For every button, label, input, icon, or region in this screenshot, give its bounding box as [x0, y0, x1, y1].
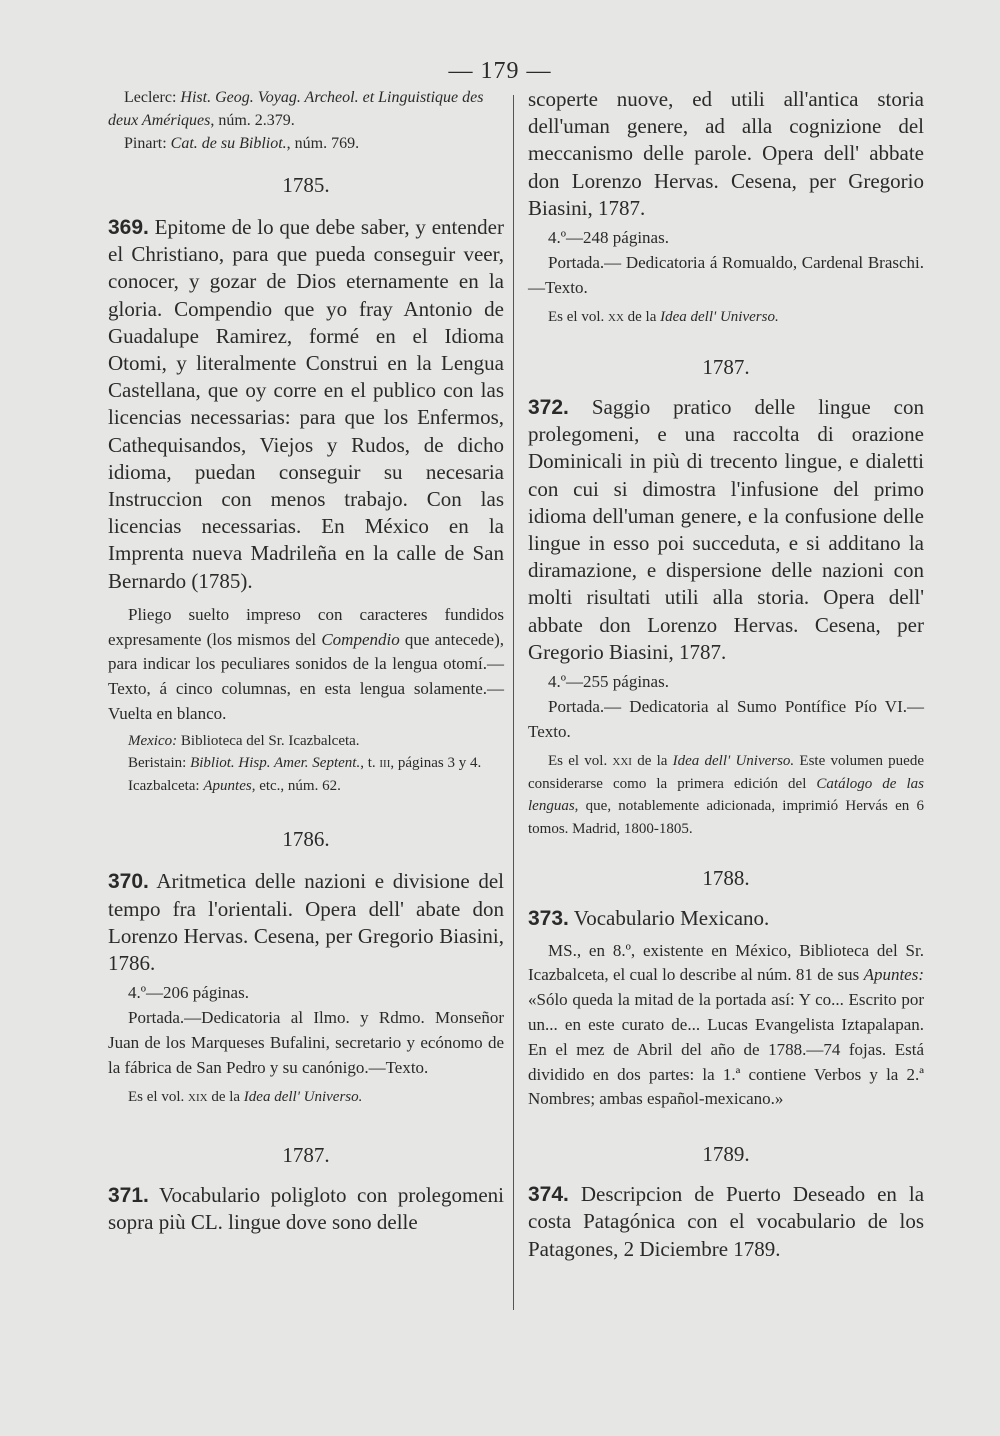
- entry-369: [108, 214, 504, 797]
- reference-beristain: Beristain: Bibliot. Hisp. Amer. Septent., t. iii, páginas 3 y 4.: [128, 755, 482, 772]
- year-heading: 1787.: [702, 354, 750, 379]
- entry-portada: Portada.— Dedicatoria á Romualdo, Cardenal Braschi.—Texto.: [528, 252, 924, 297]
- entry-description: Pliego suelto impreso con caracteres fundidos expresamente (los mismos del Compendio que antecede), para indicar los peculiares sonidos de la lengua otomí.—Texto, á cinco columnas, en esta lengua solamente.—Vuelta en blanco.: [108, 604, 504, 724]
- entry-371-continuation: scoperte nuove, ed utili all'antica storia dell'uman genere, ad alla cognizione del meccanismo delle parole. Opera dell' abbate don Lorenzo Hervas. Cesena, per Gregorio Biasini, 1787.: [528, 87, 924, 220]
- entry-number: 369.: [108, 216, 149, 239]
- entry-number: 370.: [108, 870, 149, 894]
- entry-number: 372.: [528, 395, 569, 419]
- entry-number: 373.: [528, 907, 569, 931]
- column-divider: [513, 95, 514, 1310]
- entry-372: [528, 394, 924, 840]
- year-heading: 1785.: [282, 173, 330, 197]
- entry-371: [108, 1182, 504, 1236]
- year-heading: 1786.: [282, 827, 330, 852]
- entry-description: MS., en 8.º, existente en México, Biblioteca del Sr. Icazbalceta, el cual lo describe al núm. 81 de sus Apuntes: «Sólo queda la mitad de la portada así: Y co... Escrito por un... en este curato de... Lucas Evangelista Iztapalapan. En el mez de Abril del año de 1788.—74 fojas. Está dividido en dos partes: la 1.ª contiene Verbos y la 2.ª Nombres; ambas español-mexicano.»: [528, 940, 924, 1109]
- entry-number: 374.: [528, 1183, 569, 1207]
- year-heading: 1788.: [702, 866, 750, 891]
- entry-title: 374. Descripcion de Puerto Deseado en la costa Patagónica con el vocabulario de los Patagones, 2 Diciembre 1789.: [528, 1182, 925, 1261]
- entry-title: 370. Aritmetica delle nazioni e divisione del tempo fra l'orientali. Opera dell' abate don Lorenzo Hervas. Cesena, per Gregorio Biasini, 1786.: [108, 869, 505, 975]
- entry-portada: Portada.— Dedicatoria al Sumo Pontífice Pío VI.—Texto.: [528, 696, 924, 741]
- year-heading: 1787.: [282, 1142, 330, 1167]
- entry-format: 4.º—255 páginas.: [548, 671, 669, 691]
- entry-title: 371. Vocabulario poligloto con prolegomeni sopra più CL. lingue dove sono delle: [108, 1182, 504, 1235]
- entry-title: 373. Vocabulario Mexicano.: [528, 906, 770, 931]
- right-column: [528, 86, 924, 1263]
- reference-pinart: Pinart: Cat. de su Bibliot., núm. 769.: [124, 135, 360, 152]
- entry-number: 371.: [108, 1183, 149, 1207]
- entry-portada: Portada.—Dedicatoria al Ilmo. y Rdmo. Monseñor Juan de los Marqueses Bufalini, secretario y ecónomo de la fábrica de San Pedro y su canónigo.—Texto.: [108, 1007, 504, 1077]
- entry-format: 4.º—248 páginas.: [548, 228, 669, 248]
- entry-title: 372. Saggio pratico delle lingue con prolegomeni, e una raccolta di orazione Dominicali in più di trecento lingue, e dialetti con cui si dimostra l'infusione del primo idioma dell'uman genere, e la confusione delle lingue in esso poi succeduta, e si additano la diramazione, e dispersione delle nazioni con molti risultati utili alla storia. Opera dell' abbate don Lorenzo Hervas. Cesena, per Gregorio Biasini, 1787.: [528, 394, 925, 664]
- entry-373: [528, 905, 924, 1112]
- year-heading: 1789.: [702, 1142, 750, 1167]
- entry-370: [108, 868, 504, 1109]
- left-column: [108, 86, 504, 1236]
- page-number: — 179 —: [448, 58, 552, 84]
- reference-leclerc: Leclerc: Hist. Geog. Voyag. Archeol. et Linguistique des deux Amériques, núm. 2.379.: [108, 89, 484, 129]
- entry-volume: Es el vol. xix de la Idea dell' Universo.: [128, 1089, 363, 1106]
- reference-icazbalceta: Icazbalceta: Apuntes, etc., núm. 62.: [128, 777, 341, 794]
- entry-374: [528, 1181, 924, 1263]
- entry-volume: Es el vol. xxi de la Idea dell' Universo. Este volumen puede considerarse como la primera edición del Catálogo de las lenguas, que, notablemente adicionada, imprimió Hervás en 6 tomos. Madrid, 1800-1805.: [528, 753, 924, 837]
- entry-location: Mexico: Biblioteca del Sr. Icazbalceta.: [128, 732, 360, 749]
- entry-volume: Es el vol. xx de la Idea dell' Universo.: [548, 309, 779, 326]
- entry-title: 369. Epitome de lo que debe saber, y entender el Christiano, para que pueda conseguir veer, conocer, y gozar de Dios eternamente en la gloria. Compendio que yo fray Antonio de Guadalupe Ramirez, formé en el Idioma Otomi, y literalmente Construi en la Lengua Castellana, que oy corre en el publico con las licencias necessarias: para que los Enfermos, Cathequisandos, Viejos y Rudos, de dicho idioma, puedan conseguir su necesaria Instruccion con menos trabajo. Con las licencias necessarias. En México en la Imprenta nueva Madrileña en la calle de San Bernardo (1785).: [108, 215, 504, 593]
- entry-format: 4.º—206 páginas.: [128, 983, 249, 1003]
